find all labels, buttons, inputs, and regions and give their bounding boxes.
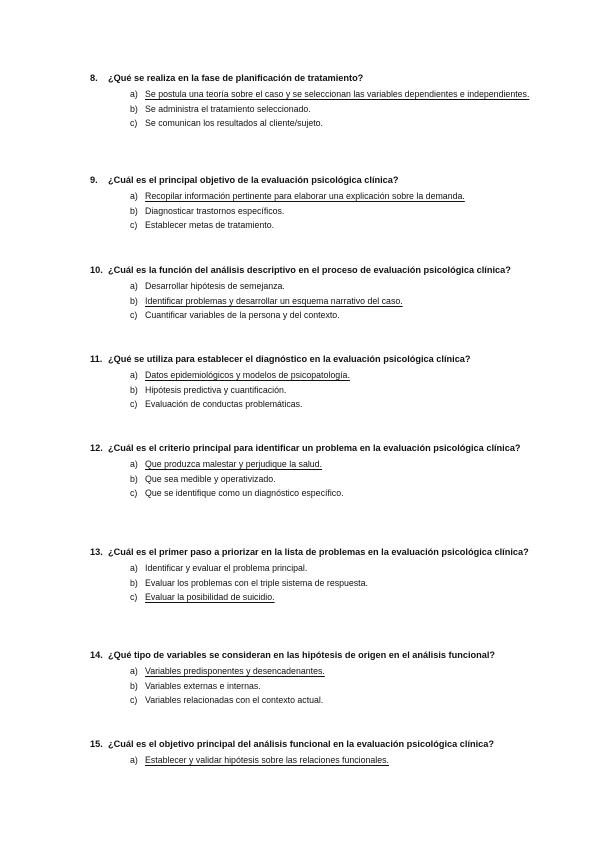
option-a <box>130 279 530 294</box>
options-list <box>90 457 530 501</box>
options-list <box>90 753 530 768</box>
question-number: 13. <box>90 547 103 557</box>
option-letter: b) <box>130 680 138 691</box>
option-a <box>130 457 530 472</box>
question-text: ¿Cuál es el principal objetivo de la evaluación psicológica clínica? <box>108 175 399 185</box>
option-text-correct: Identificar problemas y desarrollar un esquema narrativo del caso. <box>145 295 403 306</box>
option-letter: c) <box>130 399 138 410</box>
options-list <box>90 368 530 412</box>
option-text: Se administra el tratamiento seleccionado. <box>145 103 311 114</box>
option-letter: a) <box>130 370 138 380</box>
question-title <box>90 545 530 560</box>
option-a <box>130 189 530 204</box>
option-text: Que sea medible y operativizado. <box>145 473 276 484</box>
question-8 <box>90 71 530 131</box>
option-c <box>130 218 530 233</box>
question-15 <box>90 737 530 768</box>
question-number: 12. <box>90 443 103 453</box>
option-letter: a) <box>130 563 138 573</box>
question-text: ¿Qué se utiliza para establecer el diagnóstico en la evaluación psicológica clínica? <box>108 354 471 364</box>
option-letter: a) <box>130 666 138 676</box>
option-b <box>130 576 530 591</box>
option-a <box>130 664 530 679</box>
question-text: ¿Cuál es el objetivo principal del análisis funcional en la evaluación psicológica clínica? <box>108 739 494 749</box>
option-text: Variables relacionadas con el contexto actual. <box>145 695 324 706</box>
question-title <box>90 441 530 456</box>
options-list <box>90 189 530 233</box>
option-text: Establecer metas de tratamiento. <box>145 220 275 231</box>
question-title <box>90 263 530 278</box>
question-text: ¿Qué se realiza en la fase de planificación de tratamiento? <box>108 73 364 83</box>
option-a <box>130 561 530 576</box>
option-b <box>130 102 530 117</box>
option-letter: b) <box>130 205 138 216</box>
option-b <box>130 204 530 219</box>
option-letter: b) <box>130 473 138 484</box>
option-b <box>130 294 530 309</box>
option-b <box>130 383 530 398</box>
option-text: Evaluar los problemas con el triple sistema de respuesta. <box>145 577 368 588</box>
question-9 <box>90 173 530 233</box>
question-10 <box>90 263 530 323</box>
options-list <box>90 561 530 605</box>
option-a <box>130 87 530 102</box>
question-text: ¿Qué tipo de variables se consideran en las hipótesis de origen en el análisis funcional? <box>108 650 496 660</box>
option-letter: b) <box>130 384 138 395</box>
question-13 <box>90 545 530 605</box>
option-letter: b) <box>130 577 138 588</box>
option-c <box>130 308 530 323</box>
option-text: Desarrollar hipótesis de semejanza. <box>145 281 285 291</box>
option-text: Cuantificar variables de la persona y del contexto. <box>145 310 340 321</box>
question-title <box>90 71 530 86</box>
option-letter: c) <box>130 695 138 706</box>
option-letter: a) <box>130 459 138 469</box>
question-title <box>90 352 530 367</box>
option-letter: a) <box>130 89 138 99</box>
option-text: Se comunican los resultados al cliente/sujeto. <box>145 118 323 129</box>
option-text-correct: Establecer y validar hipótesis sobre las relaciones funcionales. <box>145 755 389 765</box>
option-c <box>130 116 530 131</box>
option-text-correct: Variables predisponentes y desencadenantes. <box>145 666 325 676</box>
option-a <box>130 753 530 768</box>
option-c <box>130 590 530 605</box>
options-list <box>90 664 530 708</box>
option-text-correct: Datos epidemiológicos y modelos de psicopatología. <box>145 370 350 380</box>
option-text: Que se identifique como un diagnóstico específico. <box>145 488 344 499</box>
question-text: ¿Cuál es el primer paso a priorizar en la lista de problemas en la evaluación psicológica clínica? <box>108 547 529 557</box>
question-number: 10. <box>90 265 103 275</box>
question-text: ¿Cuál es la función del análisis descriptivo en el proceso de evaluación psicológica clínica? <box>108 265 511 275</box>
question-12 <box>90 441 530 501</box>
option-c <box>130 397 530 412</box>
question-number: 8. <box>90 73 98 83</box>
option-letter: a) <box>130 281 138 291</box>
question-text: ¿Cuál es el criterio principal para identificar un problema en la evaluación psicológica clínica? <box>108 443 521 453</box>
option-text: Variables externas e internas. <box>145 680 261 691</box>
option-text: Evaluación de conductas problemáticas. <box>145 399 303 410</box>
question-title <box>90 173 530 188</box>
option-a <box>130 368 530 383</box>
question-number: 14. <box>90 650 103 660</box>
option-text: Diagnosticar trastornos específicos. <box>145 205 285 216</box>
question-number: 11. <box>90 354 103 364</box>
option-letter: c) <box>130 310 138 321</box>
question-title <box>90 737 530 752</box>
question-number: 9. <box>90 175 98 185</box>
option-text-correct: Que produzca malestar y perjudique la salud. <box>145 459 323 469</box>
option-text: Hipótesis predictiva y cuantificación. <box>145 384 287 395</box>
option-letter: b) <box>130 295 138 306</box>
option-letter: c) <box>130 118 138 129</box>
option-letter: c) <box>130 488 138 499</box>
option-letter: c) <box>130 592 138 603</box>
question-number: 15. <box>90 739 103 749</box>
option-text-correct: Recopilar información pertinente para elaborar una explicación sobre la demanda. <box>145 191 465 201</box>
question-14 <box>90 648 530 708</box>
option-letter: a) <box>130 191 138 201</box>
option-c <box>130 486 530 501</box>
options-list <box>90 87 530 131</box>
option-letter: c) <box>130 220 138 231</box>
option-c <box>130 693 530 708</box>
option-letter: a) <box>130 755 138 765</box>
option-b <box>130 472 530 487</box>
question-title <box>90 648 530 663</box>
option-text-correct: Se postula una teoría sobre el caso y se seleccionan las variables dependientes e independientes. <box>145 89 530 99</box>
option-text: Identificar y evaluar el problema principal. <box>145 563 308 573</box>
option-letter: b) <box>130 103 138 114</box>
option-text-correct: Evaluar la posibilidad de suicidio. <box>145 592 275 603</box>
option-b <box>130 679 530 694</box>
options-list <box>90 279 530 323</box>
question-11 <box>90 352 530 412</box>
